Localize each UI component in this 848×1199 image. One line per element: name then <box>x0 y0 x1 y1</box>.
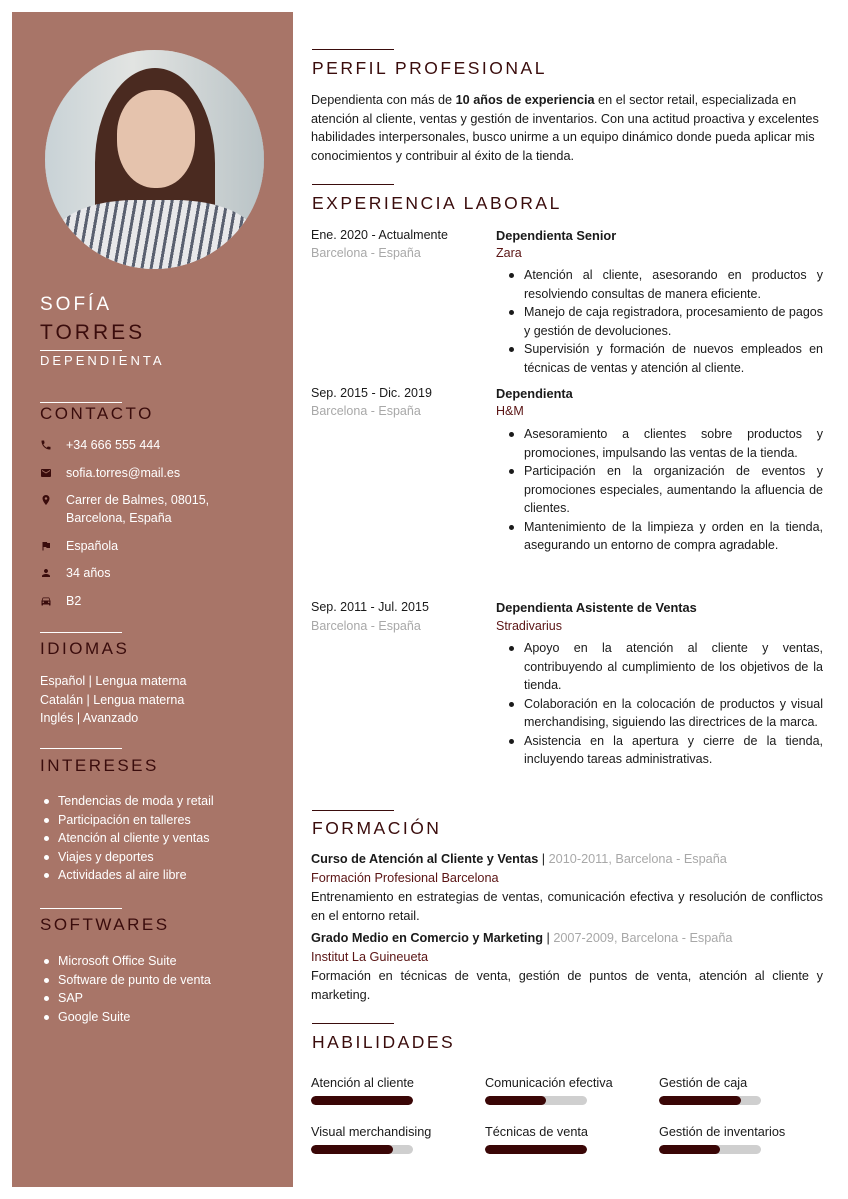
contact-nationality <box>40 537 118 555</box>
job-bullet: Participación en la organización de eventos y promociones especiales, aumentando la afluencia de clientes. <box>496 462 823 518</box>
contact-heading: CONTACTO <box>40 404 154 423</box>
languages-divider <box>40 632 122 633</box>
job-bullet: Colaboración en la colocación de productos y visual merchandising, siguiendo las directrices de la marca. <box>496 695 823 732</box>
contact-license-text: B2 <box>66 594 82 608</box>
skills-heading: HABILIDADES <box>312 1032 456 1052</box>
address-line1: Carrer de Balmes, 08015, <box>66 493 210 507</box>
languages-list <box>40 672 186 728</box>
contact-license <box>40 592 81 610</box>
skill-item <box>659 1125 819 1154</box>
job-company: H&M <box>496 404 524 418</box>
job-bullets <box>496 425 823 555</box>
location-pin-icon <box>40 491 66 509</box>
profile-summary <box>311 91 823 165</box>
skill-label: Técnicas de venta <box>485 1125 588 1139</box>
job-company: Stradivarius <box>496 619 562 633</box>
job-company: Zara <box>496 246 522 260</box>
skill-bar-fill <box>659 1145 720 1154</box>
skill-bar <box>311 1145 413 1154</box>
software-item: SAP <box>40 989 211 1008</box>
job-role: Dependienta <box>496 386 573 401</box>
profile-text-part: en el sector retail, especializada en atención al cliente, ventas y gestión de inventarios. Con una actitud proactiva y excelentes habilidades interpersonales, busco unirme a un equipo dinámico donde pueda aplicar mis conocimientos y contribuir al éxito de la tienda. <box>311 93 819 163</box>
job-dates: Ene. 2020 - Actualmente <box>311 228 448 242</box>
job-location: Barcelona - España <box>311 619 421 633</box>
education-description: Formación en técnicas de venta, gestión de puntos de venta, atención al cliente y marketing. <box>311 969 823 1002</box>
skill-item <box>485 1125 645 1154</box>
skill-bar <box>659 1145 761 1154</box>
skill-bar-fill <box>311 1145 393 1154</box>
languages-heading: IDIOMAS <box>40 639 130 658</box>
name-last: TORRES <box>40 321 146 344</box>
contact-age-text: 34 años <box>66 566 111 580</box>
job-bullet: Asistencia en la apertura y cierre de la tienda, incluyendo tareas administrativas. <box>496 732 823 769</box>
contact-email-text: sofia.torres@mail.es <box>66 466 181 480</box>
job-dates: Sep. 2011 - Jul. 2015 <box>311 600 429 614</box>
profile-photo <box>45 50 264 269</box>
education-title-line <box>311 931 732 945</box>
software-divider <box>40 908 122 909</box>
education-institution: Formación Profesional Barcelona <box>311 871 499 885</box>
job-title: DEPENDIENTA <box>40 353 165 368</box>
job-bullets <box>496 639 823 769</box>
interest-item: Participación en talleres <box>40 811 214 830</box>
job-bullet: Mantenimiento de la limpieza y orden en la tienda, asegurando un entorno de compra agradable. <box>496 518 823 555</box>
language-item: Inglés | Avanzado <box>40 711 139 725</box>
skill-bar-fill <box>311 1096 413 1105</box>
education-title: Grado Medio en Comercio y Marketing <box>311 931 543 945</box>
interest-item: Atención al cliente y ventas <box>40 829 214 848</box>
language-item: Español | Lengua materna <box>40 674 187 688</box>
job-role: Dependienta Senior <box>496 228 617 243</box>
interest-item: Actividades al aire libre <box>40 866 214 885</box>
education-heading: FORMACIÓN <box>312 818 442 838</box>
interests-divider <box>40 748 122 749</box>
contact-phone <box>40 436 160 454</box>
car-icon <box>40 592 66 610</box>
skill-bar-fill <box>485 1096 546 1105</box>
education-separator: | <box>542 931 554 945</box>
skill-bar <box>311 1096 413 1105</box>
software-item: Google Suite <box>40 1008 211 1027</box>
flag-icon <box>40 537 66 555</box>
experience-divider <box>312 184 394 185</box>
education-description: Entrenamiento en estrategias de ventas, comunicación efectiva y resolución de conflictos en el entorno retail. <box>311 890 823 923</box>
skill-label: Atención al cliente <box>311 1076 414 1090</box>
name-first: SOFÍA <box>40 294 113 315</box>
profile-text-part: Dependienta con más de <box>311 93 456 107</box>
language-item: Catalán | Lengua materna <box>40 692 185 707</box>
software-heading: SOFTWARES <box>40 915 170 934</box>
education-divider <box>312 810 394 811</box>
phone-icon <box>40 436 66 454</box>
skill-bar <box>659 1096 761 1105</box>
skill-bar-fill <box>485 1145 587 1154</box>
sidebar <box>12 12 293 1187</box>
skill-label: Comunicación efectiva <box>485 1076 613 1090</box>
avatar <box>45 50 264 269</box>
contact-age <box>40 564 110 582</box>
contact-address <box>40 491 209 527</box>
contact-address-text <box>66 491 209 527</box>
job-bullet: Atención al cliente, asesorando en productos y resolviendo consultas de manera eficiente. <box>496 266 823 303</box>
interest-item: Tendencias de moda y retail <box>40 792 214 811</box>
software-item: Software de punto de venta <box>40 971 211 990</box>
job-dates: Sep. 2015 - Dic. 2019 <box>311 386 432 400</box>
skill-label: Gestión de caja <box>659 1076 748 1090</box>
experience-heading: EXPERIENCIA LABORAL <box>312 193 562 213</box>
education-title-line <box>311 852 727 866</box>
skill-label: Gestión de inventarios <box>659 1125 786 1139</box>
skill-bar-fill <box>659 1096 741 1105</box>
interests-list <box>40 792 214 885</box>
job-role: Dependienta Asistente de Ventas <box>496 600 697 615</box>
education-institution: Institut La Guineueta <box>311 950 429 964</box>
skill-item <box>659 1076 819 1105</box>
contact-nationality-text: Española <box>66 539 119 553</box>
education-meta: 2010-2011, Barcelona - España <box>548 852 727 866</box>
skill-bar <box>485 1145 587 1154</box>
education-title: Curso de Atención al Cliente y Ventas <box>311 852 539 866</box>
interests-heading: INTERESES <box>40 756 159 775</box>
skill-item <box>311 1076 471 1105</box>
contact-divider <box>40 402 122 403</box>
person-icon <box>40 564 66 582</box>
job-location: Barcelona - España <box>311 404 421 418</box>
skill-label: Visual merchandising <box>311 1125 432 1139</box>
education-separator: | <box>538 852 549 866</box>
contact-phone-text: +34 666 555 444 <box>66 438 161 452</box>
job-bullet: Apoyo en la atención al cliente y ventas, contribuyendo al cumplimiento de los objetivos de la tienda. <box>496 639 823 695</box>
software-list <box>40 952 211 1026</box>
job-bullets <box>496 266 823 377</box>
contact-email <box>40 464 180 482</box>
profile-text-highlight: 10 años de experiencia <box>455 93 595 107</box>
profile-heading: PERFIL PROFESIONAL <box>312 58 547 78</box>
education-meta: 2007-2009, Barcelona - España <box>553 931 733 945</box>
skill-item <box>311 1125 471 1154</box>
skill-item <box>485 1076 645 1105</box>
profile-divider <box>312 49 394 50</box>
job-bullet: Asesoramiento a clientes sobre productos y promociones, impulsando las ventas de la tienda. <box>496 425 823 462</box>
interest-item: Viajes y deportes <box>40 848 214 867</box>
job-bullet: Supervisión y formación de nuevos empleados en técnicas de ventas y atención al cliente. <box>496 340 823 377</box>
job-location: Barcelona - España <box>311 246 421 260</box>
skills-divider <box>312 1023 394 1024</box>
job-bullet: Manejo de caja registradora, procesamiento de pagos y gestión de devoluciones. <box>496 303 823 340</box>
skill-bar <box>485 1096 587 1105</box>
mail-icon <box>40 464 66 482</box>
name-divider <box>40 350 122 351</box>
address-line2: Barcelona, España <box>66 511 172 525</box>
software-item: Microsoft Office Suite <box>40 952 211 971</box>
